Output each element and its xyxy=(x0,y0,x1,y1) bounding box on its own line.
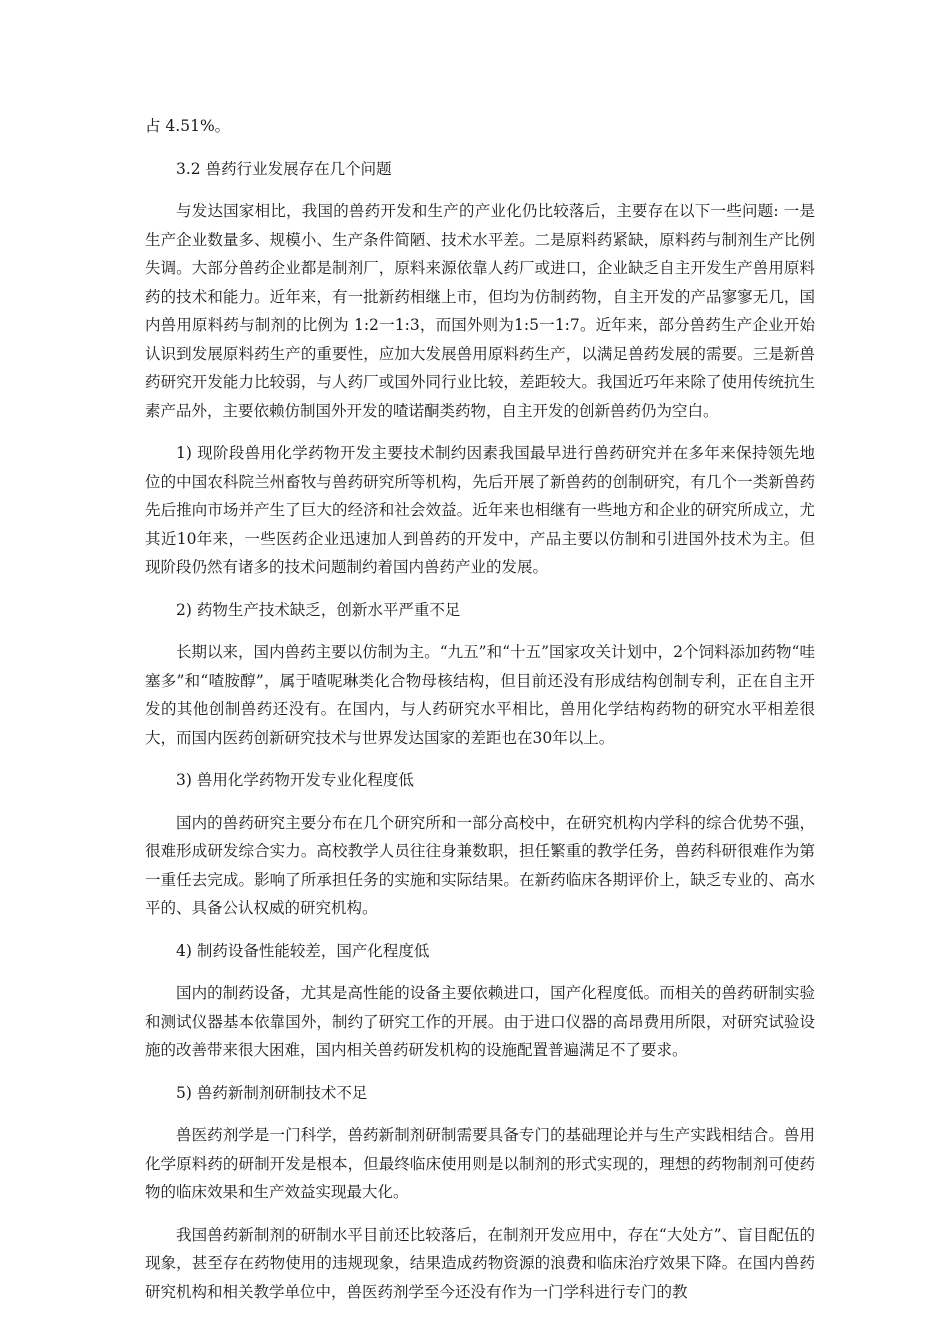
paragraph-item-3: 国内的兽药研究主要分布在几个研究所和一部分高校中，在研究机构内学科的综合优势不强，很难形成研发综合实力。高校教学人员往往身兼数职，担任繁重的教学任务，兽药科研很难作为第一重任去完成。影响了所承担任务的实施和实际结果。在新药临床各期评价上，缺乏专业的、高水平的、具备公认权威的研究机构。 xyxy=(145,813,815,917)
paragraph-item-1: 1) 现阶段兽用化学药物开发主要技术制约因素我国最早进行兽药研究并在多年来保持领先地位的中国农科院兰州畜牧与兽药研究所等机构，先后开展了新兽药的创制研究，有几个一类新兽药先后推向市场并产生了巨大的经济和社会效益。近年来也相继有一些地方和企业的研究所成立，尤其近10年来，一些医药企业迅速加人到兽药的开发中，产品主要以仿制和引进国外技术为主。但现阶段仍然有诸多的技术问题制约着国内兽药产业的发展。 xyxy=(145,444,815,576)
subheading-item-4: 4) 制药设备性能较差，国产化程度低 xyxy=(176,941,430,960)
paragraph-item-5a: 兽医药剂学是一门科学，兽药新制剂研制需要具备专门的基础理论并与生产实践相结合。兽用化学原料药的研制开发是根本，但最终临床使用则是以制剂的形式实现的，理想的药物制剂可使药物的临床效果和生产效益实现最大化。 xyxy=(145,1126,815,1201)
document-page xyxy=(145,112,815,1320)
section-heading-3-2: 3.2 兽药行业发展存在几个问题 xyxy=(176,159,392,178)
paragraph-problems-overview: 与发达国家相比，我国的兽药开发和生产的产业化仍比较落后，主要存在以下一些问题: 一是生产企业数量多、规模小、生产条件简陋、技术水平差。二是原料药紧缺，原料药与制剂生产比例失调。大部分兽药企业都是制剂厂，原料来源依靠人药厂或进口，企业缺乏自主开发生产兽用原料药的技术和能力。近年来，有一批新药相继上市，但均为仿制药物，自主开发的产品寥寥无几，国内兽用原料药与制剂的比例为 1:2一1:3，而国外则为1:5一1:7。近年来，部分兽药生产企业开始认识到发展原料药生产的重要性，应加大发展兽用原料药生产，以满足兽药发展的需要。三是新兽药研究开发能力比较弱，与人药厂或国外同行业比较，差距较大。我国近巧年来除了使用传统抗生素产品外，主要依赖仿制国外开发的喳诺酮类药物，自主开发的创新兽药仍为空白。 xyxy=(145,202,815,420)
paragraph-item-2: 长期以来，国内兽药主要以仿制为主。“九五”和“十五”国家攻关计划中，2个饲料添加药物“哇塞多”和“喳胺醇”，属于喳呢琳类化合物母核结构，但目前还没有形成结构创制专利，正在自主开发的其他创制兽药还没有。在国内，与人药研究水平相比，兽用化学结构药物的研究水平相差很大，而国内医药创新研究技术与世界发达国家的差距也在30年以上。 xyxy=(145,643,815,747)
subheading-item-2: 2) 药物生产技术缺乏，创新水平严重不足 xyxy=(176,600,461,619)
subheading-item-5: 5) 兽药新制剂研制技术不足 xyxy=(176,1083,368,1102)
subheading-item-3: 3) 兽用化学药物开发专业化程度低 xyxy=(176,771,414,789)
paragraph-continuation: 占 4.51%。 xyxy=(145,117,231,135)
paragraph-item-5b: 我国兽药新制剂的研制水平目前还比较落后，在制剂开发应用中，存在“大处方”、盲目配伍的现象，甚至存在药物使用的违规现象，结果造成药物资源的浪费和临床治疗效果下降。在国内兽药研究机构和相关教学单位中，兽医药剂学至今还没有作为一门学科进行专门的教 xyxy=(145,1225,815,1301)
paragraph-item-4: 国内的制药设备，尤其是高性能的设备主要依赖进口，国产化程度低。而相关的兽药研制实验和测试仪器基本依靠国外，制约了研究工作的开展。由于进口仪器的高昂费用所限，对研究试验设施的改善带来很大困难，国内相关兽药研发机构的设施配置普遍满足不了要求。 xyxy=(145,984,815,1059)
